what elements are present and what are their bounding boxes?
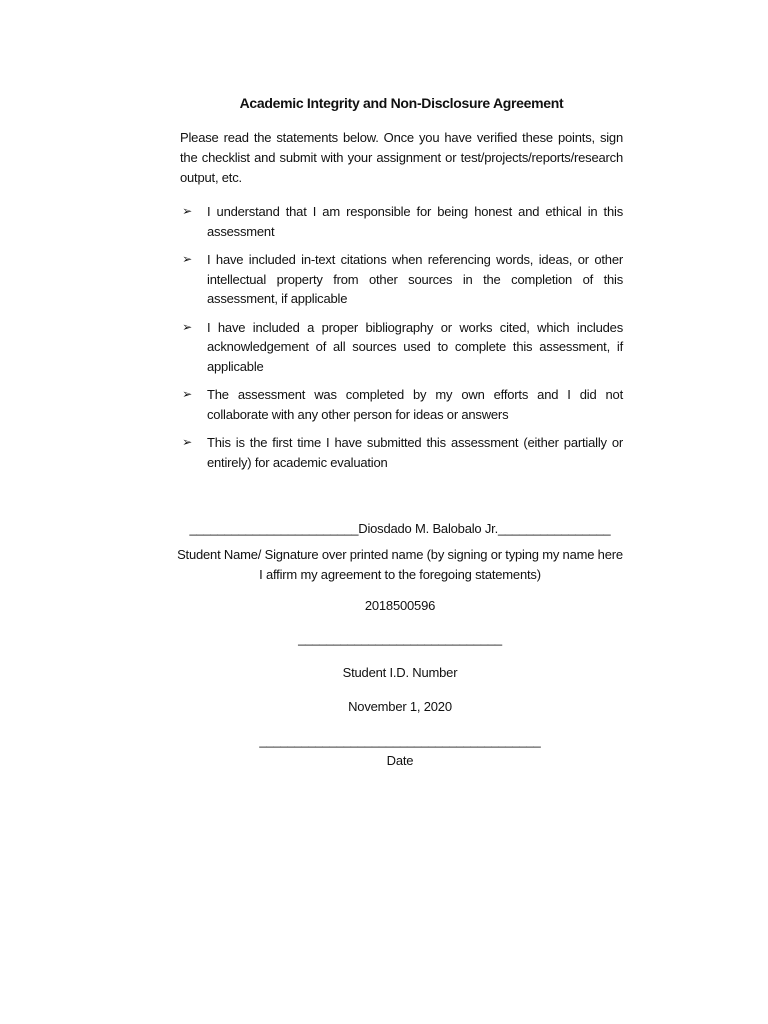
list-item [180, 433, 623, 472]
signature-caption-line1: Student Name/ Signature over printed name (by signing or typing my name here [177, 547, 623, 562]
signature-caption [150, 545, 650, 584]
intro-paragraph: Please read the statements below. Once you have verified these points, sign the checklist and submit with your assignment or test/projects/reports/research output, etc. [180, 130, 623, 185]
checklist-item-text: The assessment was completed by my own efforts and I did not collaborate with any other person for ideas or answers [207, 387, 623, 422]
checklist-item-text: I understand that I am responsible for being honest and ethical in this assessment [207, 204, 623, 239]
checklist-item-text: This is the first time I have submitted this assessment (either partially or entirely) for academic evaluation [207, 435, 623, 470]
arrow-bullet-icon: ➢ [182, 319, 192, 334]
checklist-item-text: I have included a proper bibliography or works cited, which includes acknowledgement of all sources used to complete this assessment, if applicable [207, 319, 623, 374]
signature-caption-line2: I affirm my agreement to the foregoing statements) [259, 566, 541, 582]
list-item [180, 250, 623, 309]
date-line: ________________________________________ [259, 733, 541, 748]
list-item [180, 202, 623, 241]
integrity-checklist [180, 202, 623, 481]
student-id-line: _____________________________ [298, 631, 502, 646]
date-value: November 1, 2020 [348, 699, 452, 714]
arrow-bullet-icon: ➢ [182, 204, 192, 218]
checklist-item-text: I have included in-text citations when referencing words, ideas, or other intellectual property from other sources in the completion of this assessment, if applicable [207, 252, 623, 306]
arrow-bullet-icon: ➢ [182, 252, 192, 266]
page-title: Academic Integrity and Non-Disclosure Agreement [239, 95, 564, 111]
signature-line: ________________________Diosdado M. Balobalo Jr.________________ [189, 521, 611, 536]
student-id-label: Student I.D. Number [342, 665, 458, 680]
date-label: Date [386, 753, 414, 768]
arrow-bullet-icon: ➢ [182, 387, 192, 401]
list-item [180, 385, 623, 424]
student-id-value: 2018500596 [364, 598, 436, 613]
list-item [180, 318, 623, 377]
arrow-bullet-icon: ➢ [182, 435, 192, 449]
